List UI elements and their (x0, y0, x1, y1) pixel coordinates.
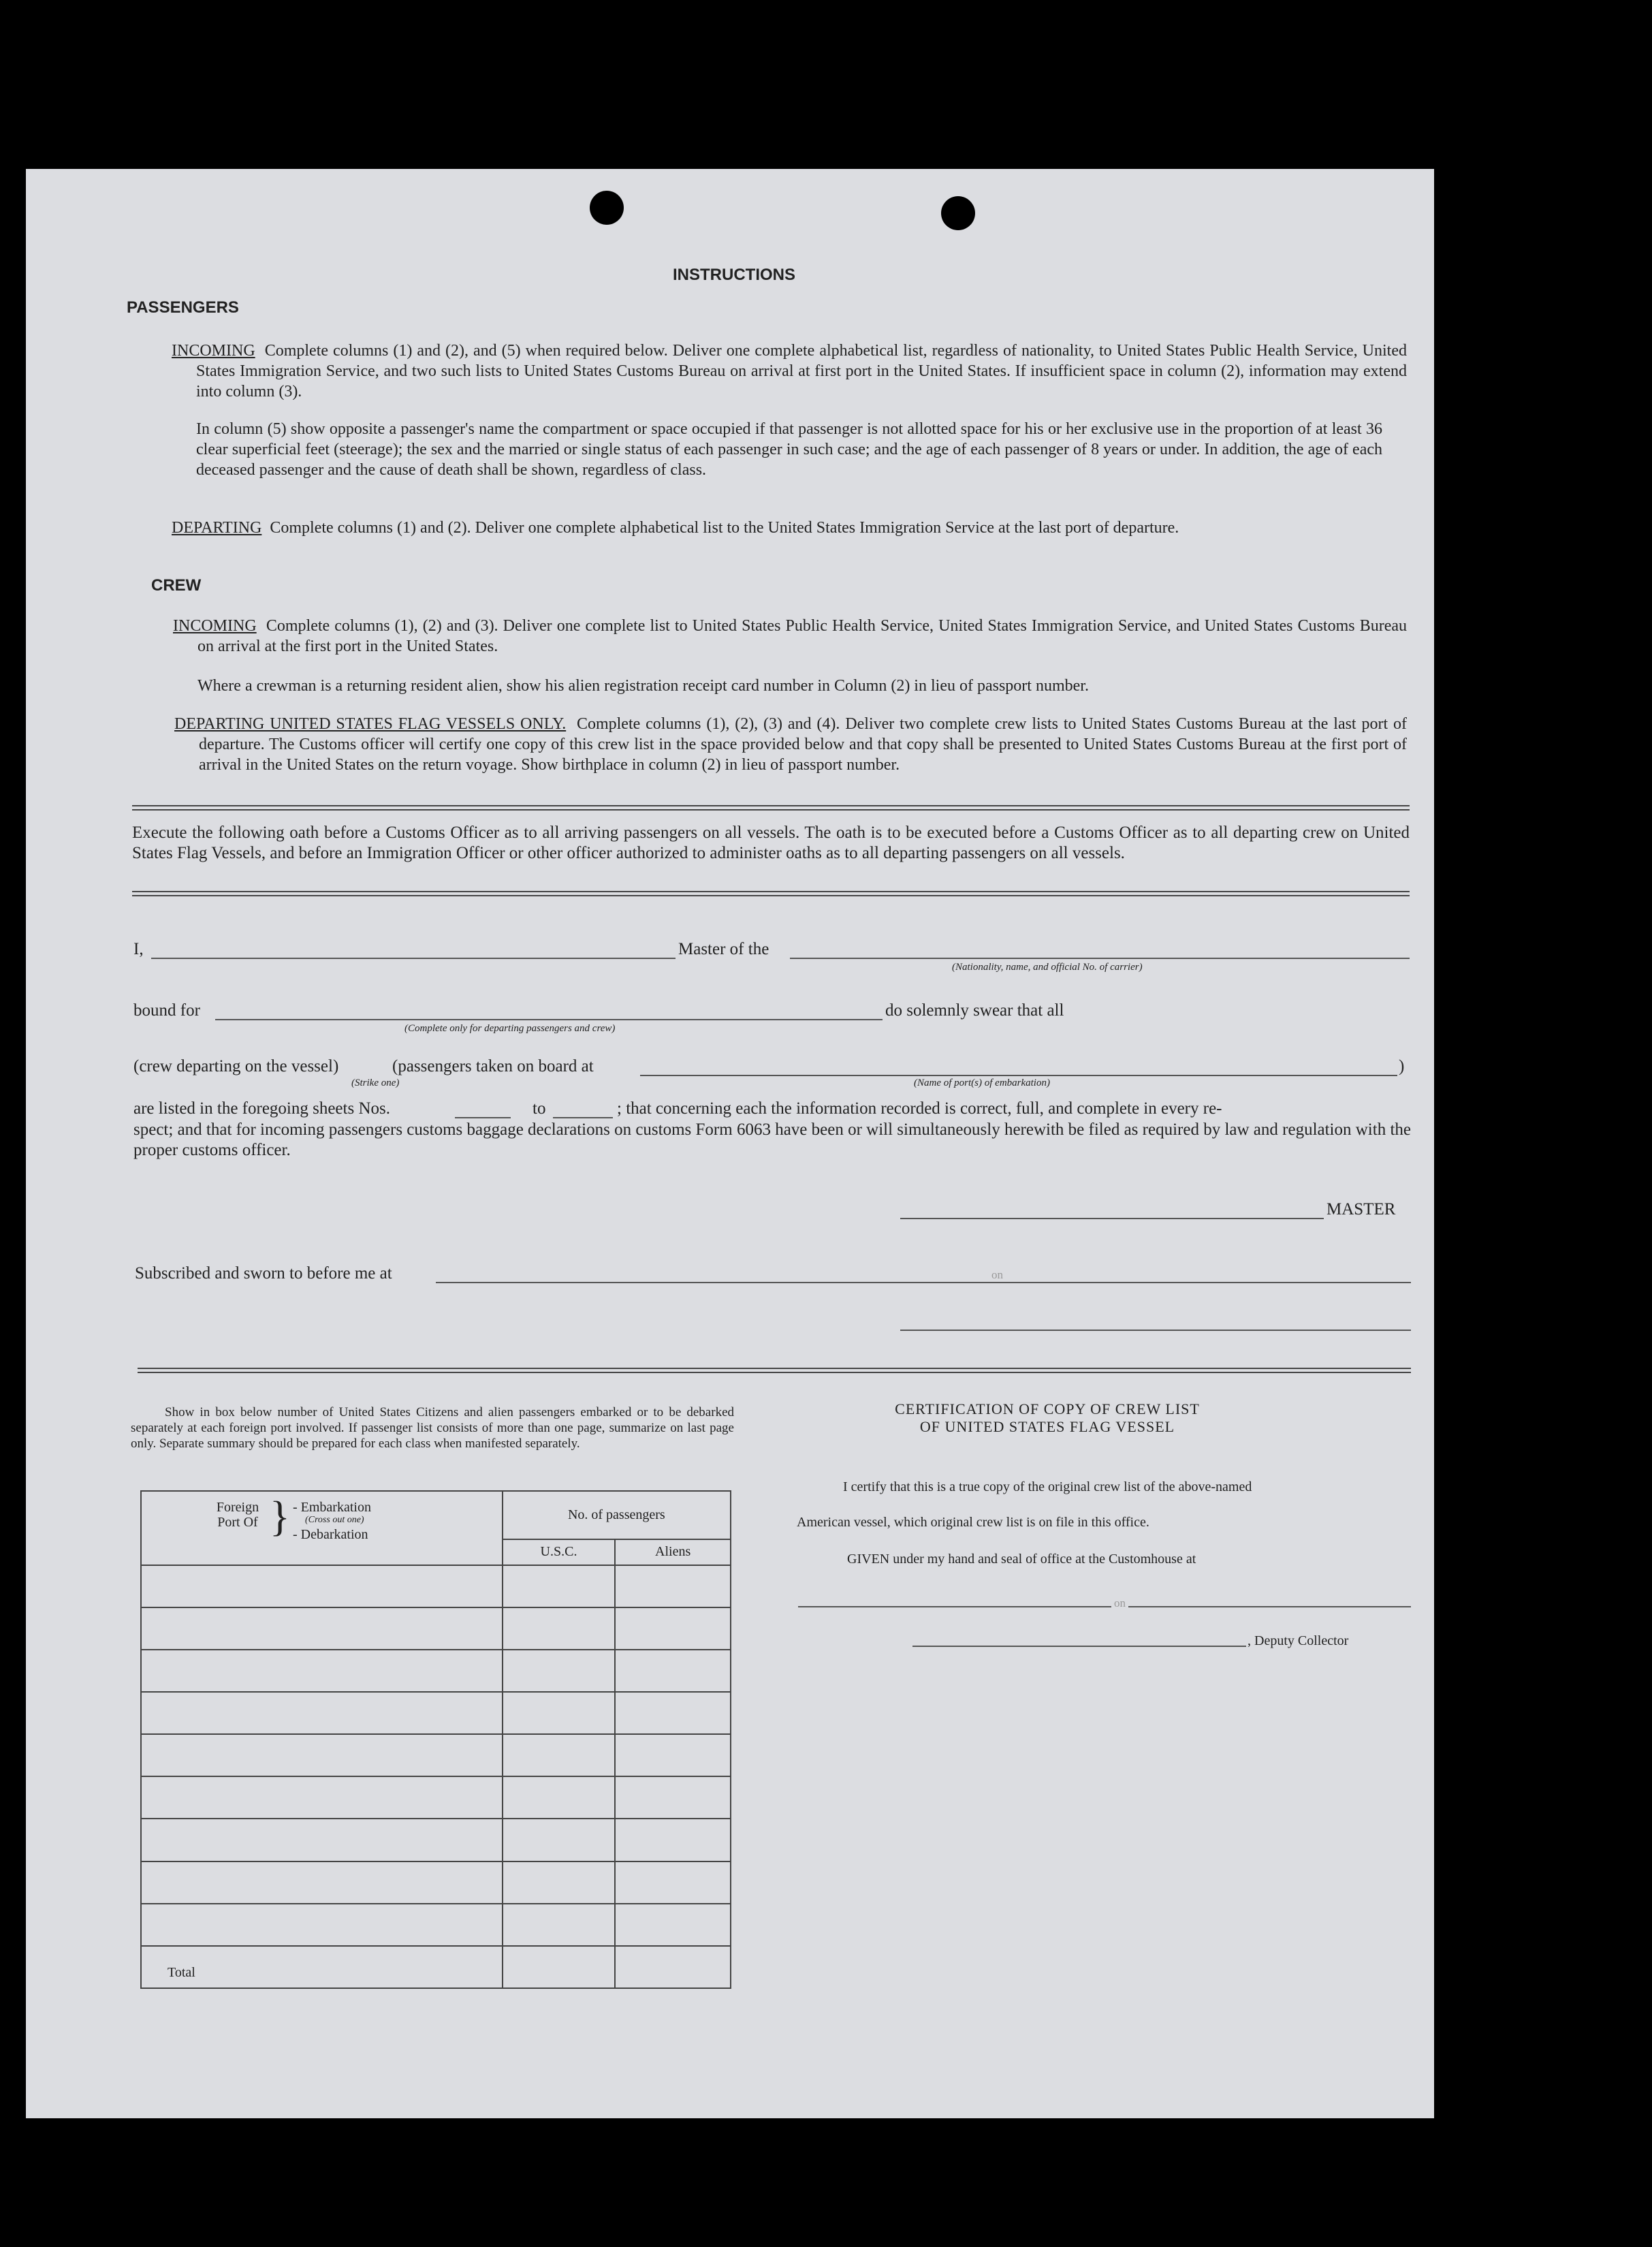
deputy-signature-field[interactable] (912, 1646, 1246, 1647)
carrier-field[interactable] (790, 958, 1410, 959)
incoming-text: Complete columns (1) and (2), and (5) when required below. Deliver one complete alphabetical list, regardless of nationality, to United States Public Health Service, United States Immigration Service, and two such lists to United States Customs Bureau on arrival at first port in the United States. If insufficient space in column (2), information may extend into column (3). (196, 342, 1408, 400)
usc-header: U.S.C. (503, 1539, 616, 1565)
certification-title-1: CERTIFICATION OF COPY OF CREW LIST (895, 1400, 1200, 1417)
sworn-place-field[interactable] (436, 1282, 1411, 1283)
master-name-field[interactable] (151, 958, 676, 959)
deputy-collector-label: , Deputy Collector (1248, 1633, 1349, 1648)
given-line: GIVEN under my hand and seal of office at the Customhouse at (847, 1552, 1196, 1567)
table-cell[interactable] (503, 1861, 616, 1904)
passengers-incoming-paragraph (172, 341, 1407, 402)
port-caption: (Name of port(s) of embarkation) (914, 1078, 1050, 1088)
incoming-label: INCOMING (172, 342, 255, 360)
swear-label: do solemnly swear that all (885, 1001, 1064, 1020)
close-paren: ) (1399, 1057, 1405, 1075)
no-of-passengers-header: No. of passengers (503, 1491, 731, 1539)
table-cell[interactable] (141, 1734, 503, 1776)
listed-suffix: ; that concerning each the information recorded is correct, full, and complete in every re- (617, 1099, 1222, 1118)
table-cell[interactable] (141, 1607, 503, 1650)
table-cell[interactable] (615, 1904, 731, 1946)
passengers-taken-label: (passengers taken on board at (392, 1057, 594, 1075)
oath-i-label: I, (133, 940, 144, 958)
cert-on-label: on (1111, 1597, 1128, 1610)
crew-incoming-label: INCOMING (173, 617, 257, 635)
to-label: to (533, 1099, 546, 1118)
departing-text: Complete columns (1) and (2). Deliver one complete alphabetical list to the United States Immigration Service at the last port of departure. (270, 519, 1179, 537)
foreign-port-label: Foreign Port Of (216, 1500, 259, 1530)
table-cell[interactable] (503, 1904, 616, 1946)
table-cell[interactable] (141, 1776, 503, 1819)
table-cell[interactable] (615, 1776, 731, 1819)
nationality-caption: (Nationality, name, and official No. of carrier) (952, 962, 1143, 973)
customhouse-field[interactable] (798, 1606, 1411, 1607)
flag-vessels-paragraph (174, 714, 1407, 775)
passenger-summary-table (140, 1490, 731, 1989)
table-cell[interactable] (141, 1819, 503, 1861)
flag-vessels-label: DEPARTING UNITED STATES FLAG VESSELS ONLY. (174, 715, 567, 733)
master-of-label: Master of the (678, 940, 769, 958)
sheet-to-field[interactable] (553, 1117, 613, 1118)
bound-for-field[interactable] (215, 1019, 883, 1020)
listed-prefix: are listed in the foregoing sheets Nos. (133, 1099, 390, 1118)
table-cell[interactable] (615, 1650, 731, 1692)
flag-vessels-text: Complete columns (1), (2), (3) and (4). Deliver two complete crew lists to United States Customs Bureau at the last port of departure. The Customs officer will certify one copy of this crew list in the space provided below and that copy shall be presented to United States Customs Bureau at the first port of arrival in the United States on the return voyage. Show birthplace in column (2) in lieu of passport number. (199, 715, 1407, 774)
total-aliens-cell[interactable] (615, 1946, 731, 1988)
table-cell[interactable] (141, 1692, 503, 1734)
summary-instructions: Show in box below number of United States Citizens and alien passengers embarked or to be debarked separately at each foreign port involved. If passenger list consists of more than one page, summarize on last page only. Separate summary should be prepared for each class when manifested separately. (131, 1405, 734, 1451)
table-cell[interactable] (503, 1650, 616, 1692)
table-cell[interactable] (503, 1565, 616, 1607)
cross-out-label: (Cross out one) (305, 1515, 364, 1525)
departing-label: DEPARTING (172, 519, 262, 537)
embarkation-port-field[interactable] (640, 1075, 1397, 1076)
certification-title-2: OF UNITED STATES FLAG VESSEL (919, 1418, 1175, 1435)
bound-for-label: bound for (133, 1001, 200, 1020)
table-cell[interactable] (615, 1692, 731, 1734)
table-cell[interactable] (141, 1565, 503, 1607)
form-sheet (26, 169, 1434, 2118)
strike-one-caption: (Strike one) (351, 1078, 400, 1088)
officer-signature-field[interactable] (900, 1330, 1411, 1331)
punch-hole (590, 191, 624, 225)
listed-rest: spect; and that for incoming passengers customs baggage declarations on customs Form 6063 have been or will simultaneously herewith be filed as required by law and regulation with the proper customs officer. (133, 1120, 1411, 1159)
instructions-title: INSTRUCTIONS (673, 266, 795, 284)
brace-icon: } (270, 1494, 290, 1540)
table-cell[interactable] (503, 1776, 616, 1819)
certify-line-2: American vessel, which original crew list is on file in this office. (797, 1515, 1149, 1530)
debarkation-label: - Debarkation (293, 1527, 368, 1542)
crew-incoming-text: Complete columns (1), (2) and (3). Deliver one complete list to United States Public Health Service, United States Immigration Service, and United States Customs Bureau on arrival at the first port in the United States. (197, 617, 1408, 655)
certify-line-1: I certify that this is a true copy of the original crew list of the above-named (843, 1479, 1252, 1494)
passengers-departing-paragraph (172, 518, 1407, 538)
sheet-from-field[interactable] (455, 1117, 511, 1118)
crew-incoming-paragraph (173, 616, 1407, 657)
table-cell[interactable] (615, 1734, 731, 1776)
table-cell[interactable] (615, 1819, 731, 1861)
divider (138, 1368, 1411, 1373)
crewman-paragraph: Where a crewman is a returning resident alien, show his alien registration receipt card number in Column (2) in lieu of passport number. (197, 677, 1089, 695)
subscribed-label: Subscribed and sworn to before me at (135, 1264, 392, 1283)
table-cell[interactable] (503, 1607, 616, 1650)
crew-heading: CREW (151, 576, 202, 595)
complete-only-caption: (Complete only for departing passengers and crew) (404, 1023, 616, 1034)
column5-paragraph: In column (5) show opposite a passenger's name the compartment or space occupied if that passenger is not allotted space for his or her exclusive use in the proportion of at least 36 clear superficial feet (steerage); the sex and the married or single status of each passenger in such case; and the age of each passenger of 8 years or under. In addition, the age of each deceased passenger and the cause of death shall be shown, regardless of class. (196, 420, 1382, 479)
divider (132, 805, 1410, 811)
table-cell[interactable] (141, 1650, 503, 1692)
total-usc-cell[interactable] (503, 1946, 616, 1988)
divider (132, 891, 1410, 896)
port-header-cell (141, 1491, 503, 1565)
master-label: MASTER (1327, 1200, 1396, 1219)
on-label: on (989, 1268, 1006, 1282)
master-signature-field[interactable] (900, 1218, 1324, 1219)
table-cell[interactable] (503, 1734, 616, 1776)
embarkation-label: - Embarkation (293, 1500, 371, 1515)
aliens-header: Aliens (615, 1539, 731, 1565)
table-cell[interactable] (615, 1607, 731, 1650)
punch-hole (941, 196, 975, 230)
oath-intro: Execute the following oath before a Customs Officer as to all arriving passengers on all vessels. The oath is to be executed before a Customs Officer as to all departing crew on United States Flag Vessels, and before an Immigration Officer or other officer authorized to administer oaths as to all departing passengers on all vessels. (132, 823, 1410, 862)
passengers-heading: PASSENGERS (127, 298, 239, 317)
table-cell[interactable] (615, 1861, 731, 1904)
crew-departing-label: (crew departing on the vessel) (133, 1057, 339, 1075)
total-label: Total (141, 1946, 503, 1988)
table-cell[interactable] (503, 1819, 616, 1861)
table-cell[interactable] (141, 1904, 503, 1946)
table-cell[interactable] (141, 1861, 503, 1904)
table-cell[interactable] (503, 1692, 616, 1734)
table-cell[interactable] (615, 1565, 731, 1607)
